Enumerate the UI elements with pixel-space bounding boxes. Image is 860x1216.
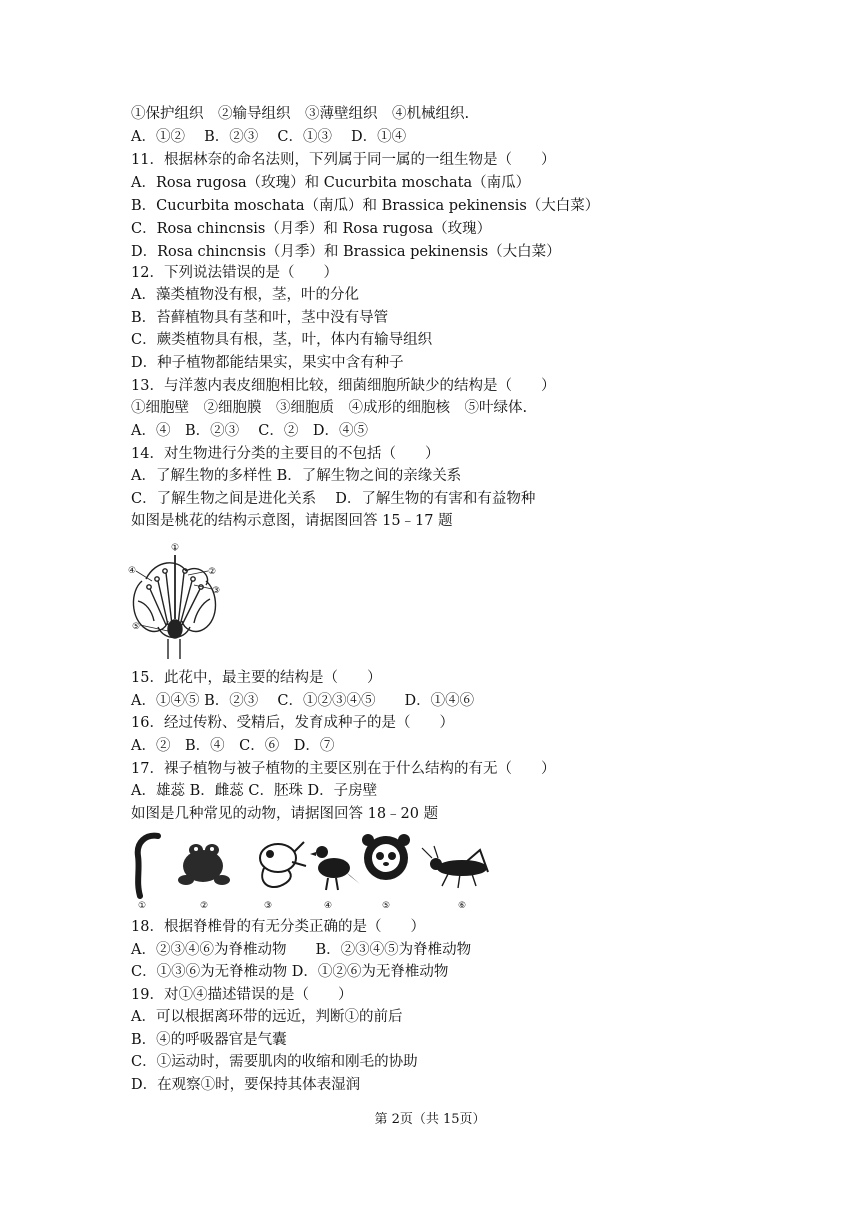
- option-b: B．Cucurbita moschata（南瓜）和 Brassica pekinensis（大白菜）: [131, 198, 600, 214]
- grasshopper-icon: [422, 846, 488, 888]
- earthworm-icon: [138, 836, 158, 896]
- question-17: 17．裸子植物与被子植物的主要区别在于什么结构的有无（ ）: [131, 761, 556, 777]
- flower-label: ①: [171, 543, 180, 553]
- figure-intro: 如图是几种常见的动物，请据图回答 18﹣20 题: [131, 806, 439, 822]
- question-18: 18．根据脊椎骨的有无分类正确的是（ ）: [131, 919, 425, 935]
- animal-label: ③: [264, 901, 273, 911]
- animal-label: ④: [324, 901, 333, 911]
- page-footer: 第 2页（共 15页）: [374, 1112, 486, 1127]
- option-cd: C．了解生物之间是进化关系 D．了解生物的有害和有益物种: [131, 491, 536, 507]
- figure-intro: 如图是桃花的结构示意图，请据图回答 15﹣17 题: [131, 513, 453, 529]
- peach-flower-figure: [128, 541, 220, 661]
- goldfish-icon: [260, 842, 306, 887]
- option-b: B．苔藓植物具有茎和叶，茎中没有导管: [131, 310, 389, 326]
- text-line: A．①② B．②③ C．①③ D．①④: [131, 129, 407, 145]
- question-19: 19．对①④描述错误的是（ ）: [131, 987, 353, 1003]
- answer-options: A．④ B．②③ C．② D．④⑤: [131, 423, 368, 439]
- flower-label: ④: [128, 566, 137, 576]
- option-c: C．蕨类植物具有根，茎，叶，体内有输导组织: [131, 332, 433, 348]
- option-c: C．Rosa chincnsis（月季）和 Rosa rugosa（玫瑰）: [131, 221, 492, 237]
- option-a: A．Rosa rugosa（玫瑰）和 Cucurbita moschata（南瓜）: [131, 175, 531, 191]
- option-b: B．④的呼吸器官是气囊: [131, 1032, 287, 1048]
- question-15: 15．此花中，最主要的结构是（ ）: [131, 670, 382, 686]
- option-d: D．Rosa chincnsis（月季）和 Brassica pekinensis（大白菜）: [131, 244, 561, 260]
- panda-icon: [362, 834, 410, 880]
- pigeon-icon: [310, 846, 360, 890]
- question-13: 13．与洋葱内表皮细胞相比较，细菌细胞所缺少的结构是（ ）: [131, 378, 556, 394]
- text-line: ①细胞壁 ②细胞膜 ③细胞质 ④成形的细胞核 ⑤叶绿体.: [131, 400, 528, 416]
- option-d: D．种子植物都能结果实，果实中含有种子: [131, 355, 404, 371]
- answer-options: A．② B．④ C．⑥ D．⑦: [131, 738, 335, 754]
- question-14: 14．对生物进行分类的主要目的不包括（ ）: [131, 446, 440, 462]
- animal-label: ②: [200, 901, 209, 911]
- animal-label: ①: [138, 901, 147, 911]
- frog-icon: [178, 844, 230, 885]
- animal-label: ⑥: [458, 901, 467, 911]
- option-a: A．藻类植物没有根，茎，叶的分化: [131, 287, 359, 303]
- flower-label: ⑤: [132, 622, 141, 632]
- text-line: ①保护组织 ②输导组织 ③薄壁组织 ④机械组织.: [131, 106, 470, 122]
- question-16: 16．经过传粉、受精后，发育成种子的是（ ）: [131, 715, 454, 731]
- option-d: D．在观察①时，要保持其体表湿润: [131, 1077, 361, 1093]
- flower-label: ③: [212, 586, 220, 596]
- option-ab: A．了解生物的多样性 B．了解生物之间的亲缘关系: [131, 468, 462, 484]
- answer-options: A．①④⑤ B．②③ C．①②③④⑤ D．①④⑥: [131, 693, 475, 709]
- question-12: 12．下列说法错误的是（ ）: [131, 265, 338, 281]
- answer-options: A．雄蕊 B．雌蕊 C．胚珠 D．子房壁: [131, 783, 378, 799]
- option-cd: C．①③⑥为无脊椎动物 D．①②⑥为无脊椎动物: [131, 964, 449, 980]
- animals-figure: [128, 828, 498, 912]
- flower-label: ②: [208, 567, 217, 577]
- question-11: 11．根据林奈的命名法则，下列属于同一属的一组生物是（ ）: [131, 152, 556, 168]
- option-a: A．可以根据离环带的远近，判断①的前后: [131, 1009, 403, 1025]
- animal-label: ⑤: [382, 901, 391, 911]
- option-ab: A．②③④⑥为脊椎动物 B．②③④⑤为脊椎动物: [131, 942, 472, 958]
- option-c: C．①运动时，需要肌肉的收缩和刚毛的协助: [131, 1054, 418, 1070]
